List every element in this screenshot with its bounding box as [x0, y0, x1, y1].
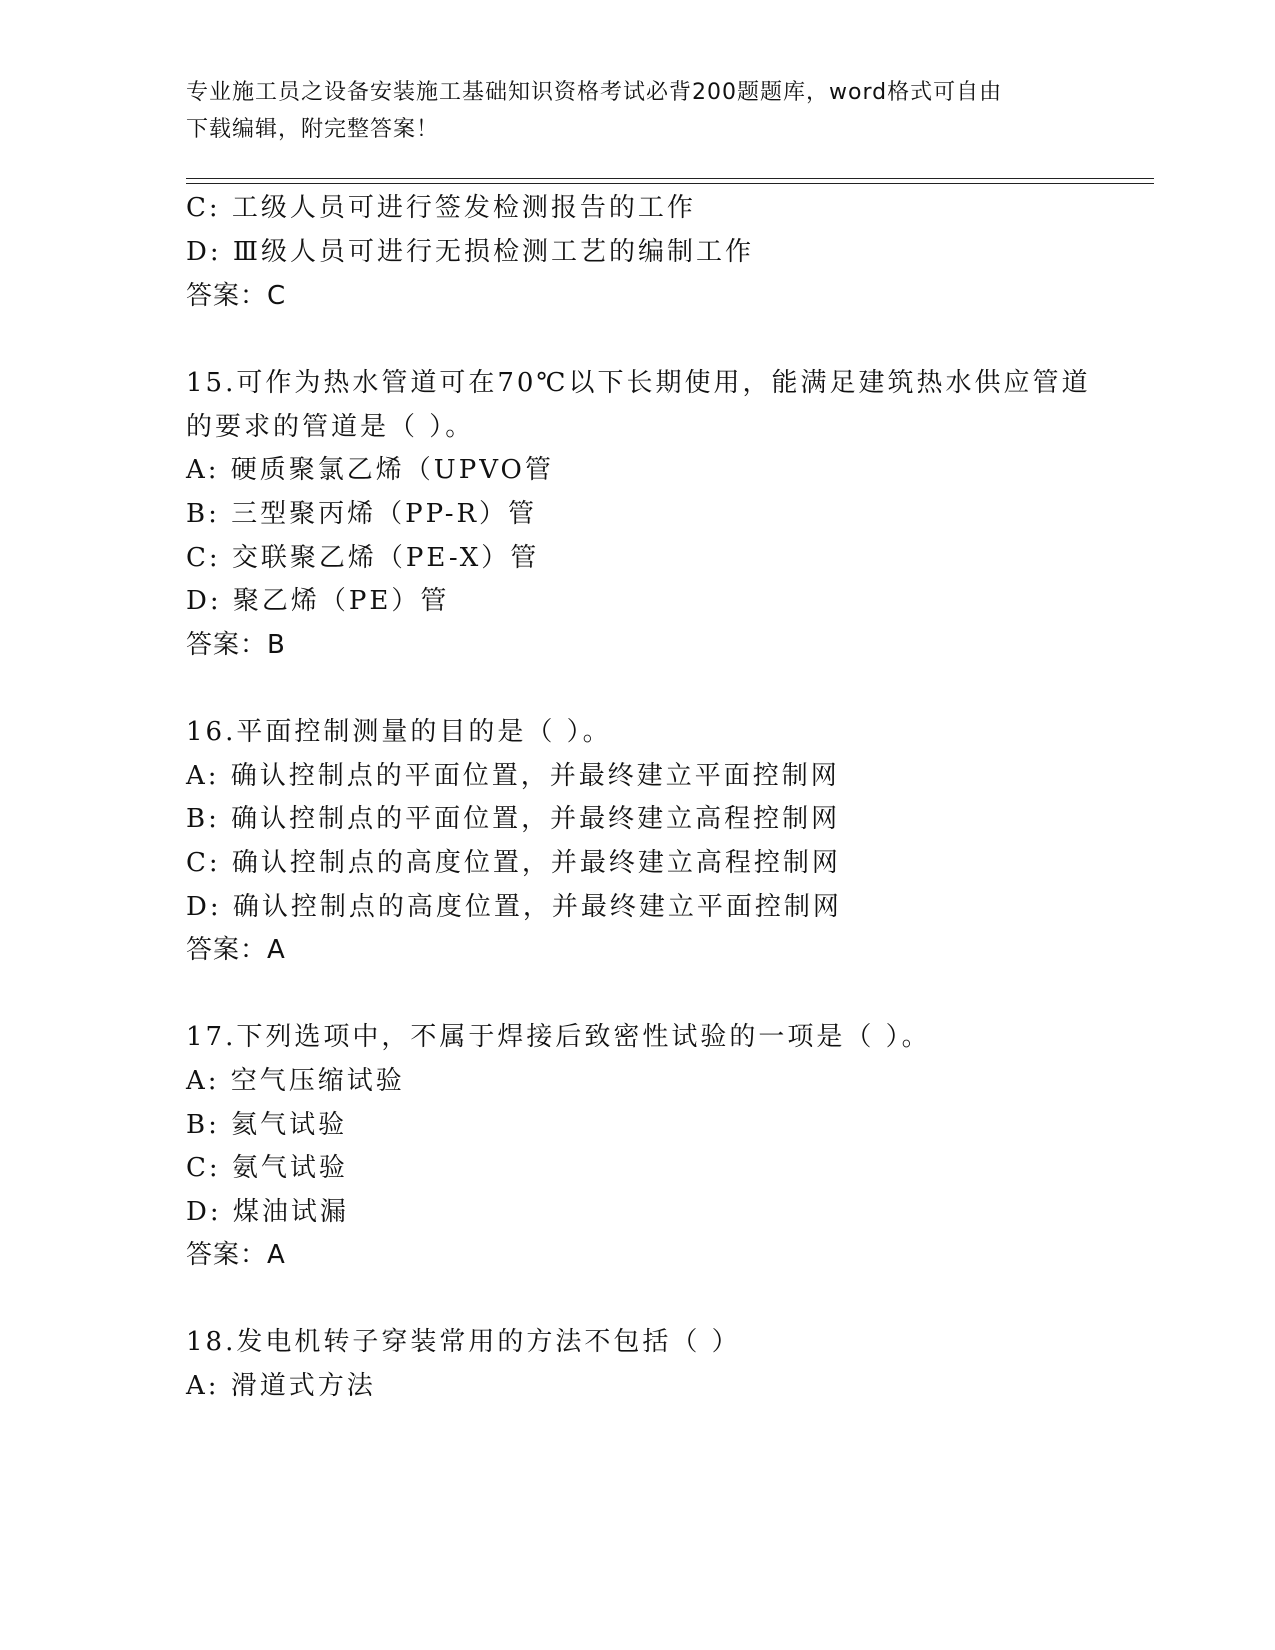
q15-answer: 答案：B	[186, 630, 286, 660]
q14-option-d: D: Ⅲ级人员可进行无损检测工艺的编制工作	[186, 237, 754, 267]
q17-answer: 答案：A	[186, 1240, 286, 1270]
q15-option-c: C: 交联聚乙烯（PE-X）管	[186, 543, 540, 573]
q15-option-b: B: 三型聚丙烯（PP-R）管	[186, 499, 538, 529]
q14-option-c: C: 工级人员可进行签发检测报告的工作	[186, 193, 696, 223]
q17-stem: 17.下列选项中，不属于焊接后致密性试验的一项是（ ）。	[186, 1022, 931, 1052]
q16-option-c: C: 确认控制点的高度位置，并最终建立高程控制网	[186, 848, 841, 878]
q18-stem: 18.发电机转子穿装常用的方法不包括（ ）	[186, 1327, 741, 1357]
header-line-2: 下载编辑，附完整答案！	[186, 117, 440, 142]
q18-option-a: A: 滑道式方法	[186, 1371, 376, 1401]
q16-stem: 16.平面控制测量的目的是（ ）。	[186, 717, 612, 747]
header-line-1: 专业施工员之设备安装施工基础知识资格考试必背200题题库，word格式可自由	[186, 80, 1003, 105]
q14-answer: 答案：C	[186, 281, 287, 311]
document-header	[186, 74, 1086, 148]
header-divider-top	[186, 178, 1154, 179]
q17-option-b: B: 氦气试验	[186, 1110, 348, 1140]
header-divider-bottom	[186, 183, 1154, 184]
q15-stem-line-1: 15.可作为热水管道可在70℃以下长期使用，能满足建筑热水供应管道	[186, 368, 1091, 398]
q17-option-a: A: 空气压缩试验	[186, 1066, 405, 1096]
q16-option-b: B: 确认控制点的平面位置，并最终建立高程控制网	[186, 804, 841, 834]
q17-option-d: D: 煤油试漏	[186, 1197, 349, 1227]
q15-option-d: D: 聚乙烯（PE）管	[186, 586, 450, 616]
q17-option-c: C: 氨气试验	[186, 1153, 348, 1183]
q15-stem-line-2: 的要求的管道是（ ）。	[186, 412, 475, 442]
q15-option-a: A: 硬质聚氯乙烯（UPVO管	[186, 455, 554, 485]
q16-option-d: D: 确认控制点的高度位置，并最终建立平面控制网	[186, 892, 842, 922]
q16-option-a: A: 确认控制点的平面位置，并最终建立平面控制网	[186, 761, 840, 791]
q16-answer: 答案：A	[186, 935, 286, 965]
